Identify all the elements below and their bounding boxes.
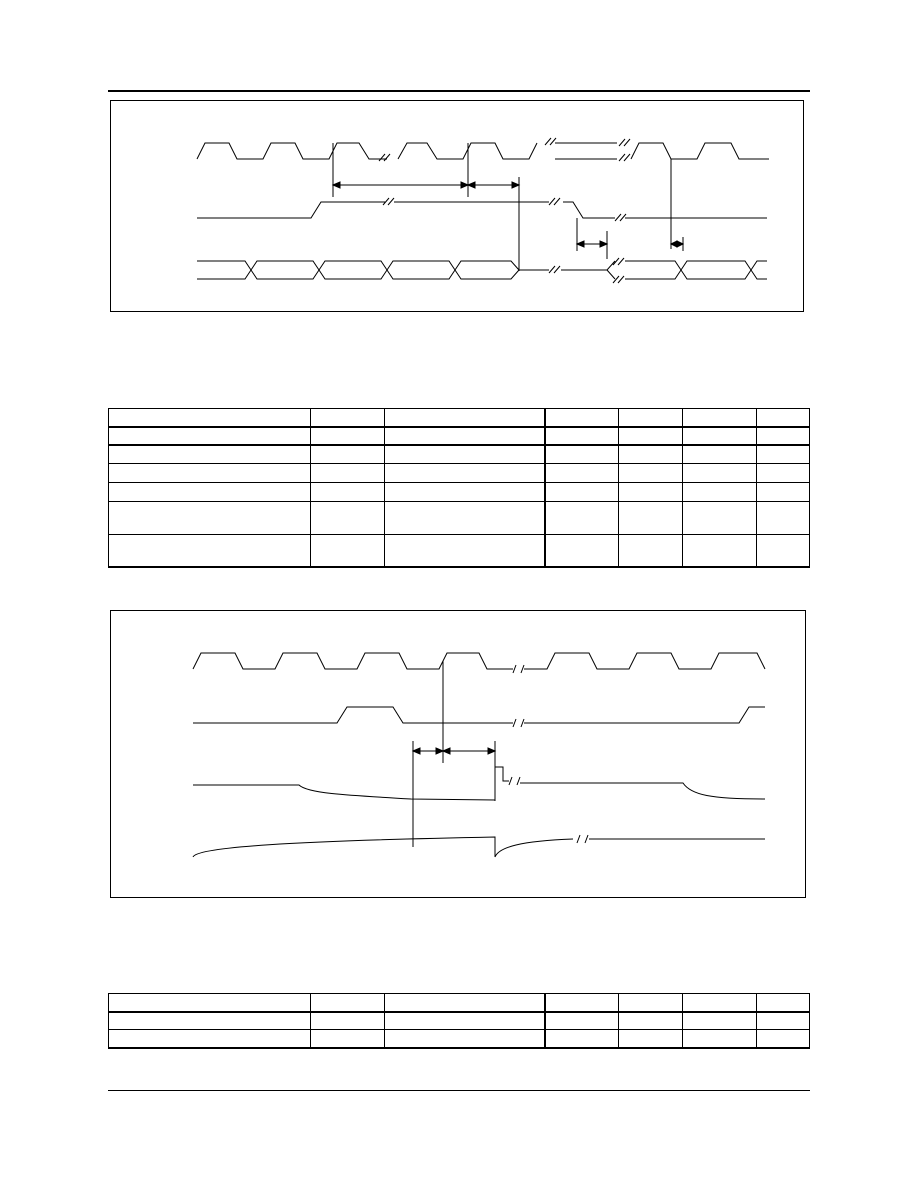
data-bus-float <box>519 261 615 279</box>
table-cell <box>683 464 757 483</box>
table-cell <box>683 502 757 535</box>
table-cell <box>545 483 619 502</box>
table-cell <box>385 994 545 1012</box>
table-cell <box>109 1030 311 1048</box>
table-row <box>109 502 810 535</box>
break-mark <box>615 214 626 221</box>
table-cell <box>385 445 545 464</box>
break-mark <box>549 266 560 273</box>
table-cell <box>109 535 311 567</box>
table-cell <box>109 483 311 502</box>
footer-rule <box>108 1090 810 1091</box>
arrow-head <box>512 182 519 188</box>
clock-waveform-2 <box>524 653 765 669</box>
table-cell <box>683 535 757 567</box>
table-cell <box>311 535 385 567</box>
table-cell <box>545 1030 619 1048</box>
table-cell <box>545 409 619 427</box>
table-cell <box>385 483 545 502</box>
table-cell <box>619 464 683 483</box>
table-row <box>109 535 810 567</box>
arrow-head <box>488 748 495 754</box>
table-cell <box>109 409 311 427</box>
header-rule <box>108 90 810 92</box>
arrow-head <box>333 182 340 188</box>
pulse-waveform <box>193 707 513 723</box>
table-cell <box>545 535 619 567</box>
table-cell <box>385 535 545 567</box>
table-cell <box>109 502 311 535</box>
clock-waveform-4 <box>631 143 769 159</box>
table-cell <box>757 409 810 427</box>
table-cell <box>757 994 810 1012</box>
table-cell <box>757 502 810 535</box>
timing-diagram-1 <box>110 100 804 312</box>
table-cell <box>683 483 757 502</box>
table-cell <box>311 502 385 535</box>
break-mark <box>549 198 560 205</box>
decay-waveform <box>193 785 495 800</box>
table-row <box>109 427 810 445</box>
clock-waveform-1 <box>197 143 387 159</box>
table-cell <box>683 1012 757 1030</box>
timing-diagram-1-svg <box>111 101 805 313</box>
table-cell <box>311 994 385 1012</box>
table-cell <box>683 1030 757 1048</box>
table-row <box>109 1012 810 1030</box>
table-cell <box>757 483 810 502</box>
table-cell <box>109 1012 311 1030</box>
table-cell <box>619 535 683 567</box>
table-cell <box>545 445 619 464</box>
table-cell <box>311 409 385 427</box>
table-cell <box>385 464 545 483</box>
table-cell <box>109 445 311 464</box>
arrow-head <box>443 748 450 754</box>
table-cell <box>619 427 683 445</box>
table-cell <box>757 535 810 567</box>
table-cell <box>619 1012 683 1030</box>
table-cell <box>619 502 683 535</box>
table-cell <box>619 1030 683 1048</box>
data-bus-bottom-2 <box>625 270 767 279</box>
spec-table-2 <box>108 993 810 1049</box>
break-mark <box>577 835 588 843</box>
data-bus-top-2 <box>625 261 767 270</box>
arrow-head <box>413 748 420 754</box>
table-cell <box>545 994 619 1012</box>
table-cell <box>311 1030 385 1048</box>
table-row <box>109 483 810 502</box>
table-cell <box>757 427 810 445</box>
table-cell <box>619 409 683 427</box>
table-cell <box>545 1012 619 1030</box>
table-cell <box>109 427 311 445</box>
table-cell <box>385 1012 545 1030</box>
break-mark <box>513 719 524 727</box>
table-cell <box>311 464 385 483</box>
arrow-head <box>671 241 677 247</box>
table-cell <box>385 409 545 427</box>
pulse-waveform-2 <box>524 707 765 723</box>
decay-step <box>495 767 509 800</box>
table-cell <box>757 1012 810 1030</box>
table-cell <box>619 483 683 502</box>
table-row <box>109 464 810 483</box>
table-cell <box>311 445 385 464</box>
table-cell <box>683 994 757 1012</box>
table-cell <box>545 427 619 445</box>
table-cell <box>385 427 545 445</box>
arrow-head <box>577 241 584 247</box>
data-bus-bottom <box>197 270 519 279</box>
table-cell <box>385 502 545 535</box>
table-cell <box>619 445 683 464</box>
table-cell <box>545 464 619 483</box>
table-cell <box>757 464 810 483</box>
data-bus-top <box>197 261 519 270</box>
break-mark <box>379 154 390 161</box>
break-mark <box>513 665 524 673</box>
table-row <box>109 1030 810 1048</box>
table-cell <box>683 409 757 427</box>
table-cell <box>683 445 757 464</box>
arrow-head <box>468 182 475 188</box>
table-cell <box>619 994 683 1012</box>
charge-waveform <box>193 837 573 857</box>
break-mark <box>545 138 556 145</box>
table-cell <box>545 502 619 535</box>
table-cell <box>757 1030 810 1048</box>
decay-waveform-2 <box>520 783 765 799</box>
timing-diagram-2 <box>110 610 806 898</box>
table-cell <box>109 464 311 483</box>
clock-waveform-3 <box>555 143 617 159</box>
table-cell <box>683 427 757 445</box>
table-cell <box>311 427 385 445</box>
break-mark <box>509 777 520 785</box>
table-row <box>109 445 810 464</box>
table-cell <box>109 994 311 1012</box>
table-cell <box>757 445 810 464</box>
arrow-head <box>600 241 607 247</box>
table-cell <box>311 1012 385 1030</box>
table-header-row <box>109 994 810 1012</box>
spec-table-1 <box>108 408 810 568</box>
arrow-head <box>677 241 683 247</box>
break-mark <box>619 139 630 161</box>
clock-waveform-1 <box>193 653 513 669</box>
timing-diagram-2-svg <box>111 611 807 899</box>
table-cell <box>385 1030 545 1048</box>
control-waveform <box>197 202 767 218</box>
table-header-row <box>109 409 810 427</box>
table-cell <box>311 483 385 502</box>
